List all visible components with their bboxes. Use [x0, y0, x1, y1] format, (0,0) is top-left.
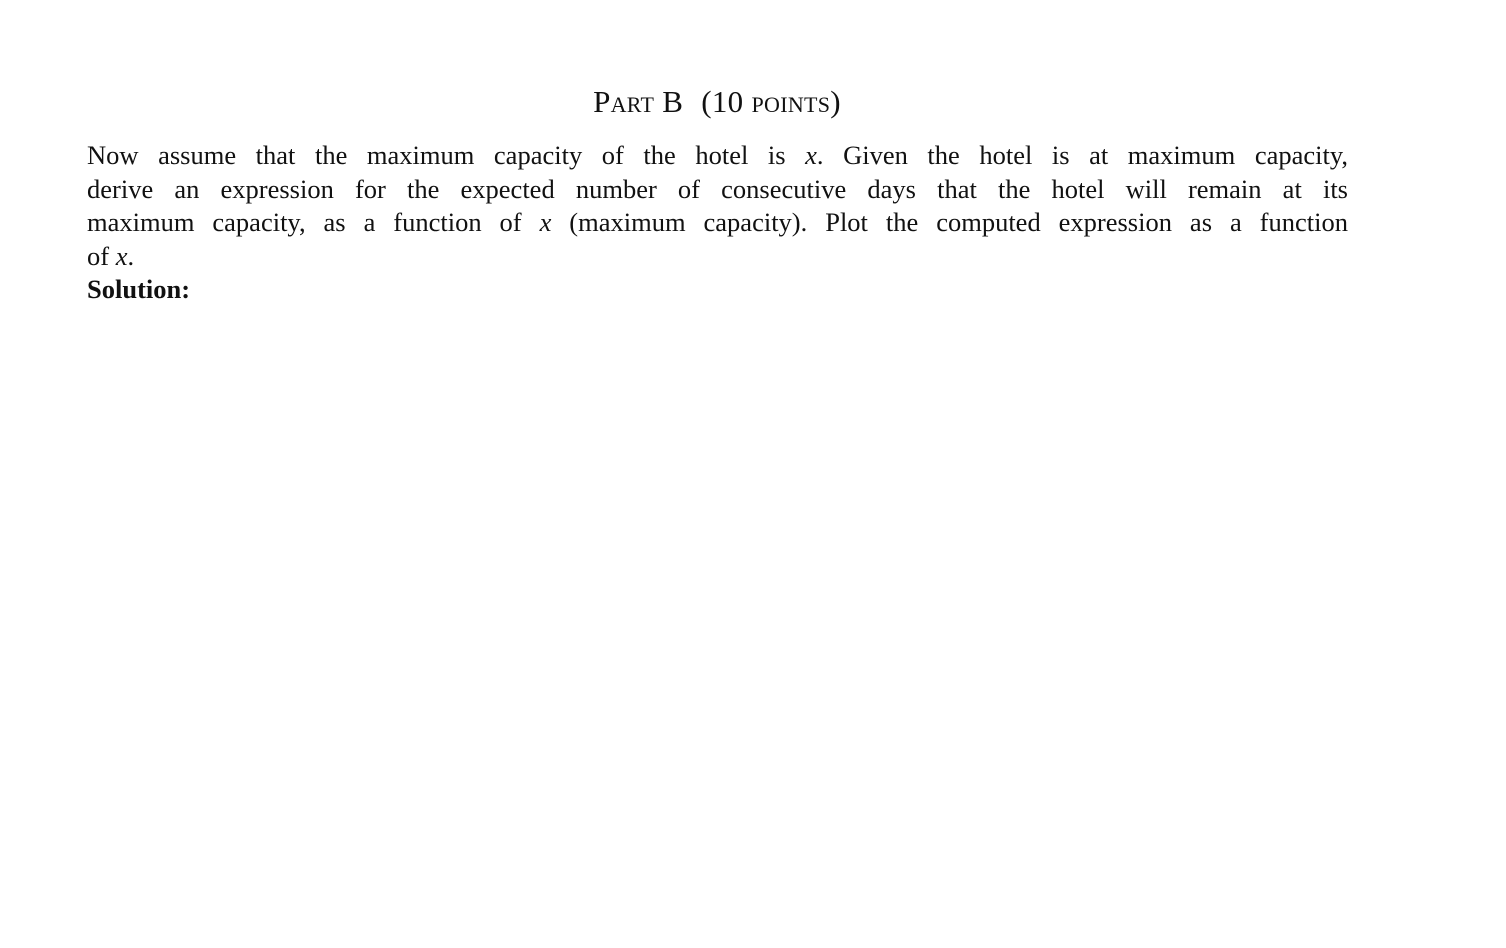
- points-label: (10 points): [701, 84, 841, 119]
- part-title: Part B: [593, 84, 684, 119]
- problem-line: of x.: [87, 240, 135, 271]
- problem-line: derive an expression for the expected number of consecutive days that the hotel will remain at its: [87, 173, 1348, 204]
- problem-line: maximum capacity, as a function of x (maximum capacity). Plot the computed expression as a function: [87, 207, 1348, 237]
- solution-label: Solution:: [87, 274, 191, 304]
- problem-statement: [87, 139, 1348, 273]
- problem-line: Now assume that the maximum capacity of the hotel is x. Given the hotel is at maximum capacity,: [87, 140, 1349, 170]
- math-variable: x: [539, 207, 552, 237]
- math-variable: x: [115, 240, 128, 271]
- math-variable: x: [805, 140, 817, 170]
- section-heading: [0, 82, 1434, 122]
